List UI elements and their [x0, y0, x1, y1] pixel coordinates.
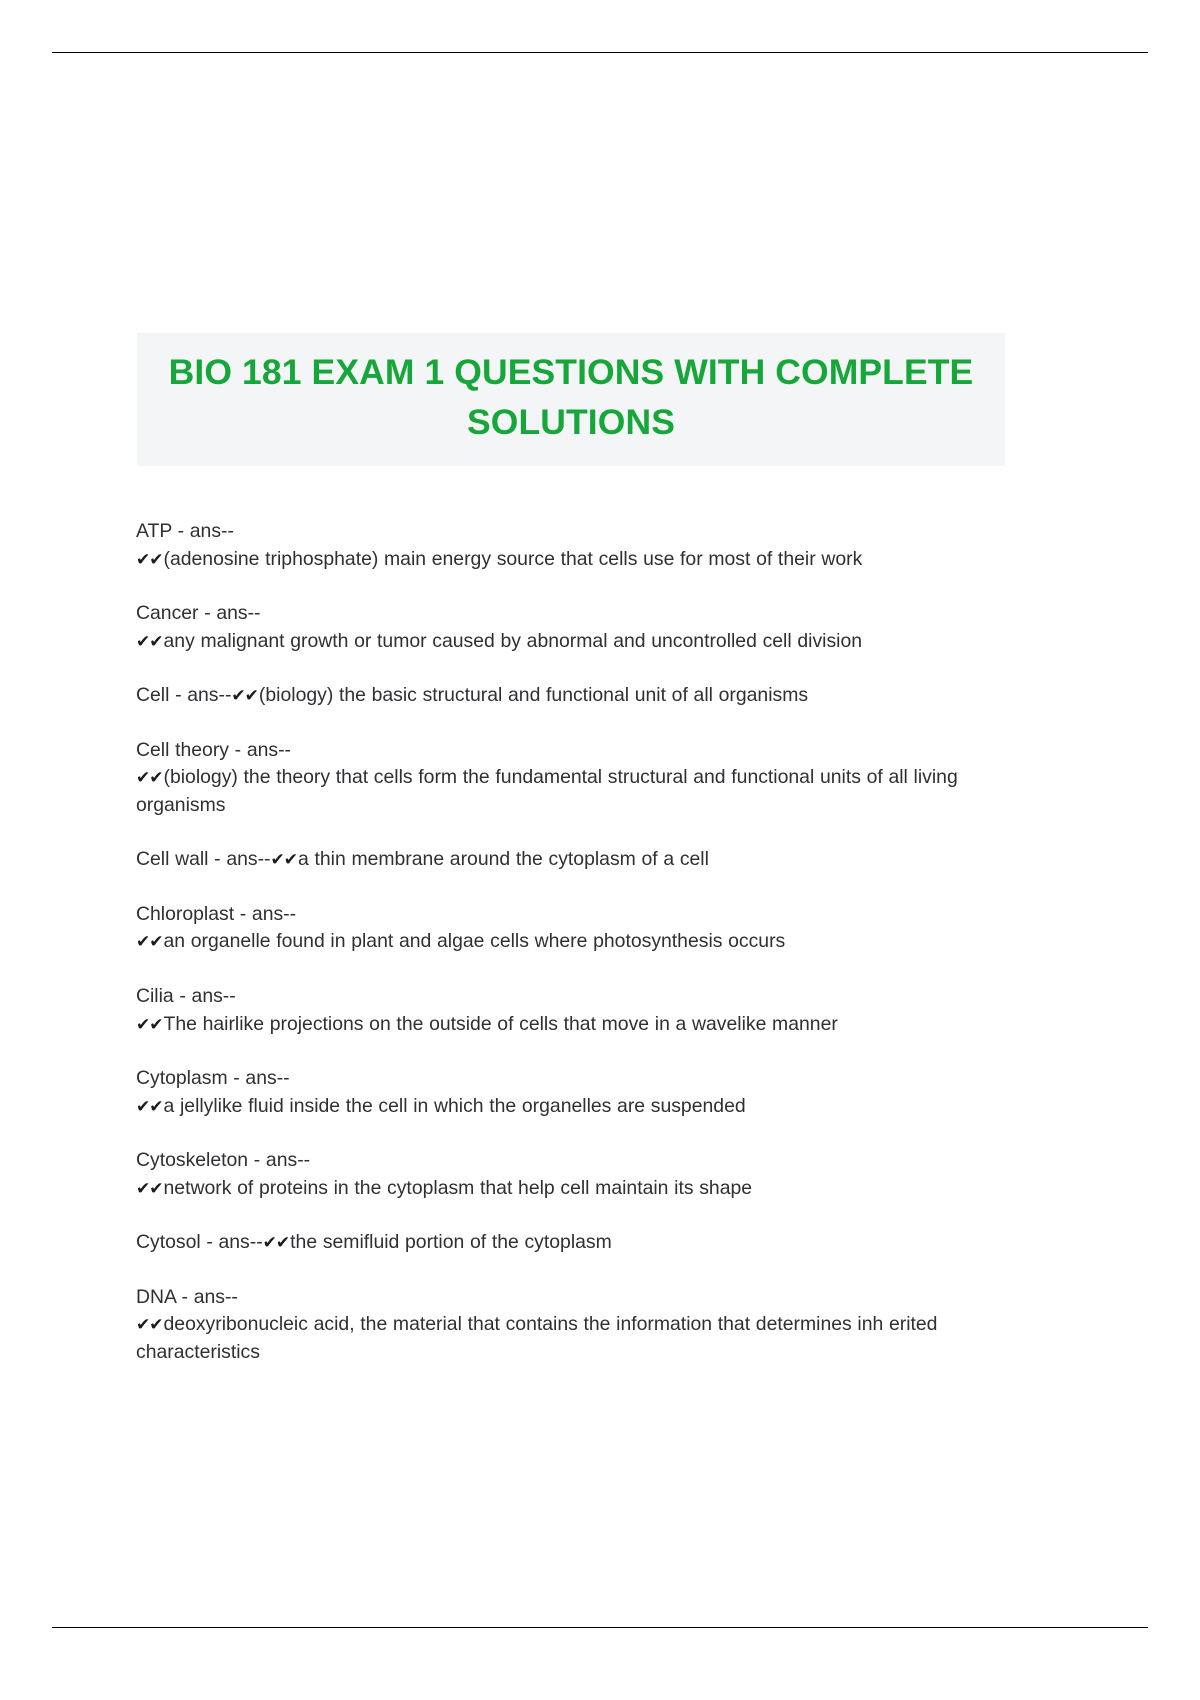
qa-definition: network of proteins in the cytoplasm that help cell maintain its shape [163, 1176, 753, 1199]
qa-term: Chloroplast - ans-- [136, 902, 297, 925]
check-icon: ✔✔ [136, 631, 163, 651]
qa-entry [136, 846, 1014, 874]
check-icon: ✔✔ [136, 1014, 163, 1034]
qa-definition: a jellylike fluid inside the cell in which the organelles are suspended [163, 1094, 746, 1117]
check-icon: ✔✔ [136, 549, 163, 569]
qa-term: ATP - ans-- [136, 520, 234, 542]
qa-definition: (adenosine triphosphate) main energy source that cells use for most of their work [163, 547, 863, 570]
qa-definition: a thin membrane around the cytoplasm of a cell [298, 848, 709, 871]
qa-entry [136, 1147, 1014, 1202]
qa-entry [136, 1284, 1014, 1367]
qa-entry [136, 737, 1014, 820]
qa-term: Cytoplasm - ans-- [136, 1067, 290, 1090]
qa-entry [136, 1229, 1014, 1257]
check-icon: ✔✔ [270, 850, 298, 870]
qa-entry [136, 983, 1014, 1038]
qa-definition: any malignant growth or tumor caused by abnormal and uncontrolled cell division [163, 629, 863, 652]
qa-entry [136, 1065, 1014, 1120]
qa-entry [136, 682, 1014, 710]
qa-term: Cell wall - ans-- [136, 848, 271, 871]
check-icon: ✔✔ [262, 1233, 290, 1253]
header-divider [52, 52, 1148, 53]
qa-entry [136, 518, 1014, 573]
qa-term: Cancer - ans-- [136, 602, 261, 625]
page-title: BIO 181 EXAM 1 QUESTIONS WITH COMPLETE SOLUTIONS [168, 352, 974, 443]
qa-term: Cell theory - ans-- [136, 738, 291, 761]
qa-definition: deoxyribonucleic acid, the material that contains the information that determines inh erited characteristics [136, 1313, 938, 1363]
check-icon: ✔✔ [136, 932, 163, 952]
qa-definition: (biology) the theory that cells form the fundamental structural and functional units of all living organisms [136, 766, 958, 816]
qa-entry [136, 901, 1014, 956]
qa-list [136, 518, 1014, 1366]
check-icon: ✔✔ [136, 768, 163, 788]
qa-term: Cytoskeleton - ans-- [136, 1149, 311, 1172]
check-icon: ✔✔ [136, 1178, 163, 1198]
check-icon: ✔✔ [136, 1096, 163, 1116]
qa-term: Cilia - ans-- [136, 985, 236, 1008]
check-icon: ✔✔ [136, 1315, 163, 1335]
document-title-band [137, 333, 1005, 466]
qa-definition: an organelle found in plant and algae cells where photosynthesis occurs [163, 930, 786, 953]
qa-entry [136, 600, 1014, 655]
qa-definition: the semifluid portion of the cytoplasm [290, 1231, 612, 1254]
qa-term: Cytosol - ans-- [136, 1231, 263, 1254]
qa-term: DNA - ans-- [136, 1285, 238, 1308]
qa-definition: The hairlike projections on the outside of cells that move in a wavelike manner [163, 1012, 838, 1035]
qa-term: Cell - ans-- [136, 684, 232, 707]
footer-divider [52, 1627, 1148, 1628]
qa-definition: (biology) the basic structural and functional unit of all organisms [258, 684, 809, 707]
check-icon: ✔✔ [231, 686, 258, 706]
